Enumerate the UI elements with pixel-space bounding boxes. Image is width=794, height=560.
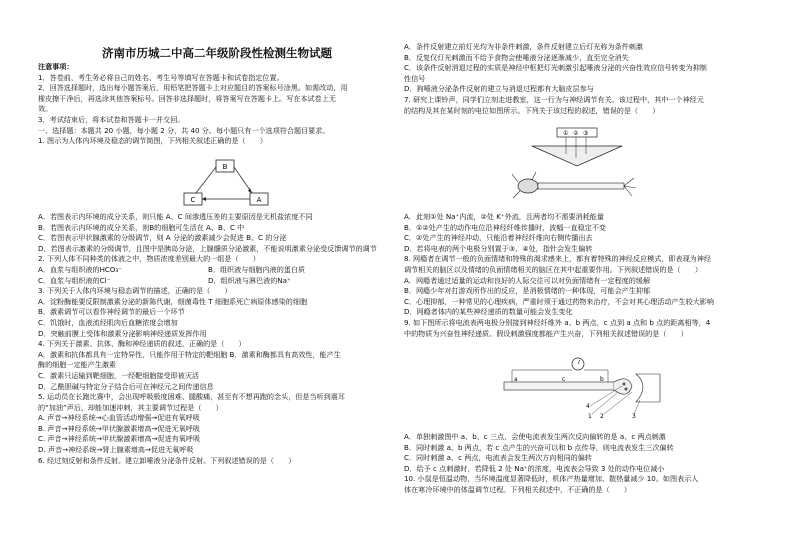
q8-option: B．网瘾少年对打游戏所作出的反应，是消极情绪的一种体现，可能会产生抑郁	[404, 286, 651, 296]
presynaptic-knob	[614, 379, 632, 394]
vesicle	[623, 383, 626, 386]
q7-option: D．若将电表的两个电极分别置于③、④处，指针会发生偏转	[404, 243, 593, 253]
q8-option: C．心理抑郁，一种常见的心理疾病，严重时须于通过药物来治疗，不会对其心理活动产生较大影响	[404, 296, 714, 306]
q2-stem: 2. 下列人体不同种类的体液之中，物质浓度差别最大的一组是（ ）	[38, 254, 260, 264]
q1-option: A．若图表示内环境的成分关系，则只能 A、C 间渗透压差的主要原因是无机盐浓度不同	[38, 212, 313, 221]
q3-option: A．淀粉酶能要反限制激素分泌的新陈代谢，细菌毒性 T 细胞系死亡病原体感染的细胞	[38, 296, 308, 306]
point-a-label: a	[514, 376, 518, 383]
q8-stem: 调节相关的脑区以及情绪的负面情绪相关的脑区在其中起重要作用。下列叙述错误的是（ ）	[404, 264, 702, 274]
exam-title: 济南市历城二中高二年级阶段性检测生物试题	[102, 46, 332, 60]
q5-option: B. 声音→神经系统→甲状腺激素增高→促进无氧呼吸	[38, 423, 200, 433]
label-b: B	[222, 163, 228, 171]
q7-stem: 7. 研究上课铃声，同学们立刻走进教室，这一行为与神经调节有关。该过程中，其中一个神经元	[404, 94, 704, 104]
notice-line: 效。	[38, 104, 53, 114]
q8-option: D．网瘾者体内的某些神经递质的数量可能会发生变化	[404, 307, 573, 317]
label-2: 2	[600, 413, 604, 420]
label-3: 3	[632, 413, 636, 420]
q1-option: B．若图表示内环境的成分关系，则B的细胞可生活在 A、B、C 中	[38, 222, 245, 232]
arrowhead	[248, 188, 252, 193]
label-4: 4	[586, 403, 590, 410]
galvanometer-needle	[578, 360, 580, 364]
q10-stem: 体在寒冷环境中的体温调节过程。下列相关叙述中，不正确的是（ ）	[404, 484, 631, 494]
q9-option: A．单独刺激图中 a、b、c 三点，会使电流表发生两次反向偏转的是 a、c 两点刺激	[404, 432, 666, 441]
q5-stem: 的“加油”声后，却能加速冲刺，其主要调节过程是（ ）	[38, 402, 223, 412]
arrow-c-b	[196, 167, 216, 193]
potential-triangle	[532, 146, 622, 166]
q2-option: C．血浆与组织液的Cl⁻	[38, 275, 111, 285]
q3-option: B．激素调节可以看作神经调节的最后一个环节	[38, 307, 185, 317]
q4-option: A．激素和抗体都具有一定特异性，只能作用于特定的靶细胞 B．激素和酶都具有高效性，能产生	[38, 349, 341, 359]
site-label-1: ①	[563, 130, 569, 137]
site-label-3: ③	[583, 130, 589, 137]
postsynaptic-membrane	[636, 374, 660, 402]
notice-line: 3．考试结束后，将本试卷和答题卡一并交回。	[38, 114, 185, 124]
pointer-line	[592, 392, 618, 414]
q4-option: 酶的细胞一定能产生激素	[38, 360, 117, 370]
nerve-fiber	[504, 382, 614, 390]
q3-option: D．突触前膜上受体和激素分泌影响神经递质发挥作用	[38, 328, 207, 338]
q9-option: D．给予 c 点刺激时，若降低 2 处 Na⁺的浓度，电流表会导致 3 处的动作电位减小	[404, 463, 665, 473]
q9-synapse-diagram	[500, 356, 662, 428]
notice-line: 1．答卷前，考生务必将自己的姓名、考生号等填写在答题卡和试卷指定位置。	[38, 72, 284, 82]
point-b-label: b	[600, 376, 604, 383]
q6-option: A．条件反射建立前灯光均为非条件刺激，条件反射建立后灯光称为条件刺激	[404, 42, 643, 51]
label-a: A	[256, 196, 262, 204]
q1-q6-block	[38, 212, 396, 466]
q4-option: C．激素只运输到靶细胞，一经靶细胞接受即被灭活	[38, 370, 200, 380]
notice-heading: 注意事项：	[38, 62, 74, 71]
arrowhead	[202, 197, 206, 201]
q9-stem: 9. 如下图所示将电流表两电极分别接到神经纤维外 a、b 两点，c 点到 a 点和 b 点的距离相等，4	[404, 317, 711, 327]
neuron-soma	[518, 179, 538, 193]
section-heading: 一、选择题：本题共 20 小题，每小题 2 分，共 40 分。每小题只有一个选项符合题目要求。	[38, 125, 330, 135]
q1-option: D．若图表示激素的分级调节，且图中是胰岛分泌，上腺髓质分泌激素，不能说明激素分泌受反馈调节的调节	[38, 243, 377, 253]
q1-option: C．若图表示甲状腺激素的分级调节，则 A 分泌的激素减少会促进 B、C 的分泌	[38, 233, 287, 243]
q3-stem: 3. 下列关于人体内环境与稳态调节的描述，正确的是（ ）	[38, 286, 232, 296]
label-1: 1	[588, 413, 592, 420]
q7-option: A．此刻①处 Na⁺内流，②处 K⁺外流，且两者均不需要消耗能量	[404, 212, 604, 221]
q5-option: D. 声音→神经系统→肾上腺素增高→促进无氧呼吸	[38, 445, 194, 455]
q9-stem: 中的物质为兴奋性神经递质。假设刺激强度都能产生兴奋，下列相关叙述错误的是（ ）	[404, 328, 688, 338]
q10-stem: 10. 小鼠是恒温动物，当环境温度显著降低时，机体产热量增加、散热量减少 10。如图表示人	[404, 474, 699, 484]
label-c: C	[190, 196, 196, 204]
pointer-line	[604, 392, 632, 414]
q6-option: D．狗唾液分泌条件反射的建立与消退过程都有大脑皮层参与	[404, 84, 594, 94]
q6-q7-block	[404, 42, 760, 116]
q9-q10-block	[404, 432, 760, 496]
q8-option: A．网瘾者通过适量的运动和良好的人际交往可以对负面情绪有一定程度的缓解	[404, 275, 651, 285]
q2-option: B．组织液与细胞内液的蛋白质	[208, 264, 306, 274]
axon	[538, 183, 624, 189]
q6-stem: 6. 经过刻反射和条件反射。建立卸唾液分泌条件反射。下列叙述错误的是（ ）	[38, 455, 296, 465]
q2-options-row	[38, 265, 396, 276]
q8-stem: 8. 网瘾者在调节一般的负面情绪和特殊的渴求感来上，都有着特殊的神经反应模式，即表现为神经	[404, 254, 711, 264]
q5-stem: 5. 运动员在长跑比赛中，会出现呼吸极度困难、腿酸痛，甚至有不想再跑的念头，但是当听到震耳	[38, 392, 345, 402]
notice-block	[38, 62, 396, 147]
q2-option: D．组织液与淋巴液的Na⁺	[208, 275, 291, 285]
q5-option: A. 声音→神经系统→心血管活动增强→促进有氧呼吸	[38, 413, 200, 423]
axon-terminals	[624, 178, 636, 196]
q5-option: C. 声音→神经系统→甲状腺激素增高→促进有氧呼吸	[38, 434, 201, 444]
q1-diagram	[180, 157, 276, 209]
q4-option: D．乙酰胆碱与特定分子结合后可在神经元之间传递信息	[38, 381, 214, 391]
q6-option: C．该条件反射消退过程的实质是神经中枢把灯光刺激引起唾液分泌的兴奋性效应信号转变为抑制	[404, 63, 707, 73]
q4-stem: 4. 下列关于激素、抗体、酶和神经递质的叙述，正确的是（ ）	[38, 339, 246, 349]
q3-option: C．饥饿时，血液流经肌肉后血糖浓度会增加	[38, 317, 178, 327]
q7-stem: 的结构及其在某时刻的电位如图所示。下列关于该过程的叙述，错误的是（ ）	[404, 105, 660, 115]
vesicle	[625, 388, 628, 391]
q9-option: C．同时刺激 a、c 两点，电流表会发生两次方向相同的偏转	[404, 453, 592, 463]
q6-option: 性信号	[404, 73, 426, 83]
q7-option: C．②处产生的神经冲动，只能沿着神经纤维向右侧传播出去	[404, 233, 593, 243]
q2-option: A．血浆与组织液的HCO₃⁻	[38, 264, 123, 274]
q7-neuron-diagram	[512, 126, 642, 208]
q7-q9-block	[404, 212, 760, 339]
notice-line: 2．回答选择题时，选出每小题答案后，用铅笔把答题卡上对应题目的答案标号涂黑。如需改动，用	[38, 83, 348, 93]
notice-line: 橡皮擦干净后，再选涂其他答案标号。回答非选择题时，将答案写在答题卡上。写在本试卷上无	[38, 93, 336, 103]
q7-option: B．①②处产生的动作电位沿神经纤维传播时，波幅一直稳定不变	[404, 222, 607, 232]
q1-stem: 1. 图示为人体内环境及稳态的调节简图，下列相关叙述正确的是（ ）	[38, 136, 267, 146]
site-label-2: ②	[573, 130, 579, 137]
q9-option: B．同时刺激 a、b 两点，若 c 点产生的兴奋可以和 b 点传导，则电流表发生三次偏转	[404, 442, 674, 452]
q2-options-row	[38, 276, 396, 287]
q6-option: B．反复仅灯光刺激而不给予食物会使唾液分泌逐渐减少，直至完全消失	[404, 52, 629, 62]
point-c-label: c	[562, 376, 566, 383]
